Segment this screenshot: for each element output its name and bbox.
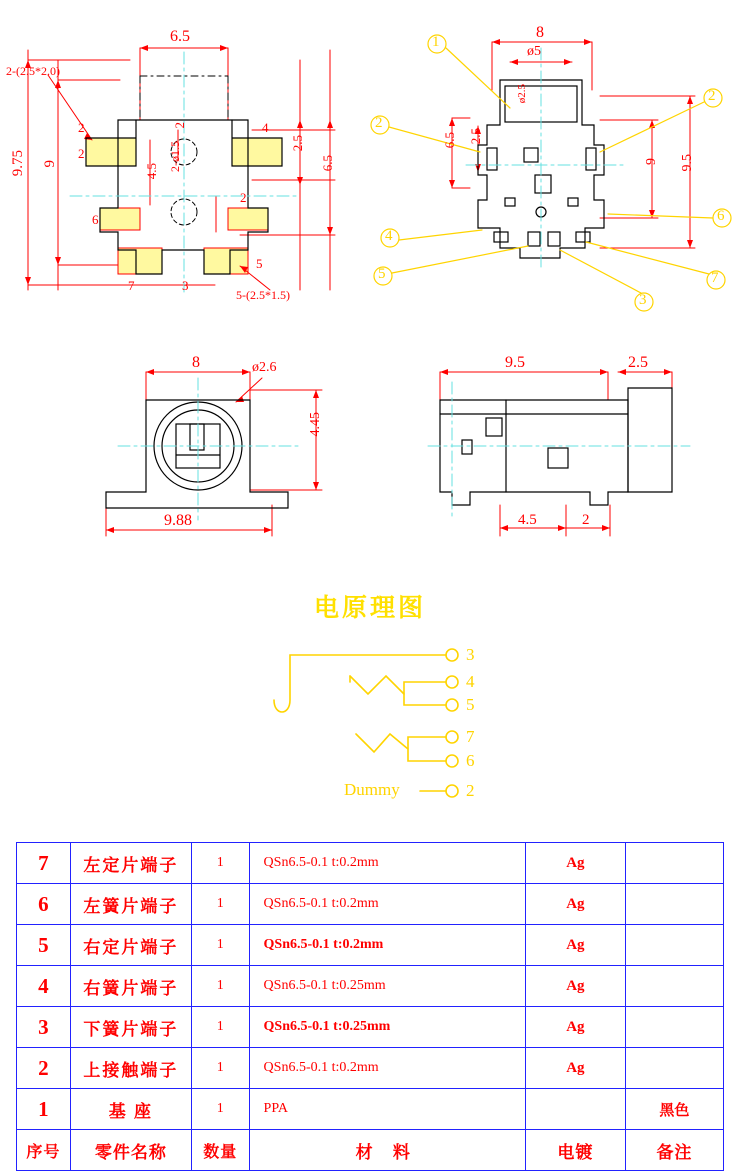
note-5-25x15: 5-(2.5*1.5) (236, 288, 290, 302)
pin-label-6: 6 (466, 751, 475, 770)
bom-plating: Ag (525, 1007, 625, 1048)
bom-qty: 1 (191, 966, 249, 1007)
dim-9: 9 (42, 160, 58, 168)
bom-material: QSn6.5-0.1 t:0.2mm (249, 843, 525, 884)
bom-no: 6 (17, 884, 71, 925)
schematic-title: 电原理图 (313, 595, 426, 622)
dim-6-5-top: 6.5 (170, 28, 190, 45)
header-material: 材 料 (249, 1130, 525, 1171)
bom-name: 下簧片端子 (70, 1007, 191, 1048)
callout-5: 5 (378, 266, 386, 282)
table-row (17, 966, 724, 1007)
bom-qty: 1 (191, 1007, 249, 1048)
header-no: 序号 (17, 1130, 71, 1171)
callout-2a: 2 (375, 115, 383, 131)
bom-table (16, 842, 724, 1171)
bom-name: 上接触端子 (70, 1048, 191, 1089)
header-plating: 电镀 (525, 1130, 625, 1171)
pin-label-2: 2 (466, 781, 475, 800)
dim-4-45: 4.45 (308, 412, 323, 437)
pin-label-5: 5 (466, 695, 475, 714)
table-row (17, 843, 724, 884)
dim-6-5-front: 6.5 (442, 132, 457, 149)
bom-name: 右簧片端子 (70, 966, 191, 1007)
dim-d26: ø2.6 (252, 360, 277, 375)
dummy-label: Dummy (344, 780, 400, 799)
bom-remark (625, 925, 723, 966)
bom-qty: 1 (191, 884, 249, 925)
bom-remark (625, 1048, 723, 1089)
header-remark: 备注 (625, 1130, 723, 1171)
bom-plating: Ag (525, 884, 625, 925)
dim-2-5-front: 2.5 (468, 128, 483, 145)
bom-qty: 1 (191, 1048, 249, 1089)
dim-9-front: 9 (644, 158, 659, 165)
pad-num-2b: 4 (262, 120, 269, 135)
callout-3: 3 (639, 292, 647, 308)
bom-qty: 1 (191, 843, 249, 884)
pad-num-2c: 2 (78, 146, 85, 161)
bom-plating: Ag (525, 843, 625, 884)
schematic-diagram (274, 649, 458, 797)
bom-remark: 黑色 (625, 1089, 723, 1130)
pad-num-7: 7 (128, 278, 135, 293)
view-front-dims (449, 39, 695, 248)
bom-no: 1 (17, 1089, 71, 1130)
dim-2-inner-a: 2 (172, 122, 187, 129)
bom-plating: Ag (525, 966, 625, 1007)
pad-num-4: 2 (240, 190, 247, 205)
bom-no: 2 (17, 1048, 71, 1089)
dim-4-5-side: 4.5 (518, 512, 537, 528)
note-2-25x20: 2-(2.5*2.0) (6, 64, 60, 78)
dim-2-5-side: 2.5 (628, 354, 648, 371)
bom-material: QSn6.5-0.1 t:0.2mm (249, 1048, 525, 1089)
bom-qty: 1 (191, 925, 249, 966)
view-rear-dims (106, 369, 322, 536)
bom-plating: Ag (525, 925, 625, 966)
pad-num-5: 5 (256, 256, 263, 271)
bom-name: 右定片端子 (70, 925, 191, 966)
dim-d5: ø5 (527, 44, 541, 59)
bom-material: QSn6.5-0.1 t:0.25mm (249, 1007, 525, 1048)
bom-name: 基 座 (70, 1089, 191, 1130)
pin-label-4: 4 (466, 672, 475, 691)
dim-8-rear: 8 (192, 354, 200, 371)
table-row (17, 1048, 724, 1089)
rear-view-body (106, 400, 288, 508)
header-name: 零件名称 (70, 1130, 191, 1171)
dim-6-5-right: 6.5 (320, 155, 335, 172)
pad-num-6: 6 (92, 212, 99, 227)
bom-no: 3 (17, 1007, 71, 1048)
table-row (17, 1089, 724, 1130)
bom-material: QSn6.5-0.1 t:0.2mm (249, 925, 525, 966)
bom-plating (525, 1089, 625, 1130)
pin-label-7: 7 (466, 727, 475, 746)
dim-4-5-inner: 4.5 (144, 163, 159, 180)
pad-num-2a: 2 (78, 120, 85, 135)
bom-no: 7 (17, 843, 71, 884)
bom-remark (625, 843, 723, 884)
bom-no: 4 (17, 966, 71, 1007)
table-row (17, 925, 724, 966)
dim-9-5-front: 9.5 (680, 154, 695, 172)
table-header-row (17, 1130, 724, 1171)
center-lines (70, 52, 300, 292)
callout-1: 1 (432, 34, 440, 50)
dim-9-75: 9.75 (10, 150, 26, 177)
view-side-dims (440, 369, 672, 536)
bom-qty: 1 (191, 1089, 249, 1130)
bom-remark (625, 884, 723, 925)
bom-material: QSn6.5-0.1 t:0.2mm (249, 884, 525, 925)
bom-remark (625, 1007, 723, 1048)
dim-8-front: 8 (536, 24, 544, 41)
bom-no: 5 (17, 925, 71, 966)
pin-label-3: 3 (466, 645, 475, 664)
dim-2-side: 2 (582, 512, 590, 528)
front-view-callouts (371, 35, 731, 311)
table-row (17, 1007, 724, 1048)
bom-material: QSn6.5-0.1 t:0.25mm (249, 966, 525, 1007)
dim-2-5-right: 2.5 (290, 135, 305, 152)
bom-name: 左簧片端子 (70, 884, 191, 925)
callout-4: 4 (385, 228, 393, 244)
dim-9-88: 9.88 (164, 512, 192, 529)
note-2-d15: 2-ø1.5 (168, 141, 182, 172)
callout-6: 6 (717, 208, 725, 224)
bom-plating: Ag (525, 1048, 625, 1089)
dim-9-5-side: 9.5 (505, 354, 525, 371)
pad-num-3: 3 (182, 278, 189, 293)
callout-7: 7 (711, 270, 719, 286)
table-row (17, 884, 724, 925)
callout-2b: 2 (708, 88, 716, 104)
bom-material: PPA (249, 1089, 525, 1130)
dim-d25-front: ø2.5 (516, 84, 528, 104)
bom-remark (625, 966, 723, 1007)
bom-name: 左定片端子 (70, 843, 191, 884)
header-qty: 数量 (191, 1130, 249, 1171)
